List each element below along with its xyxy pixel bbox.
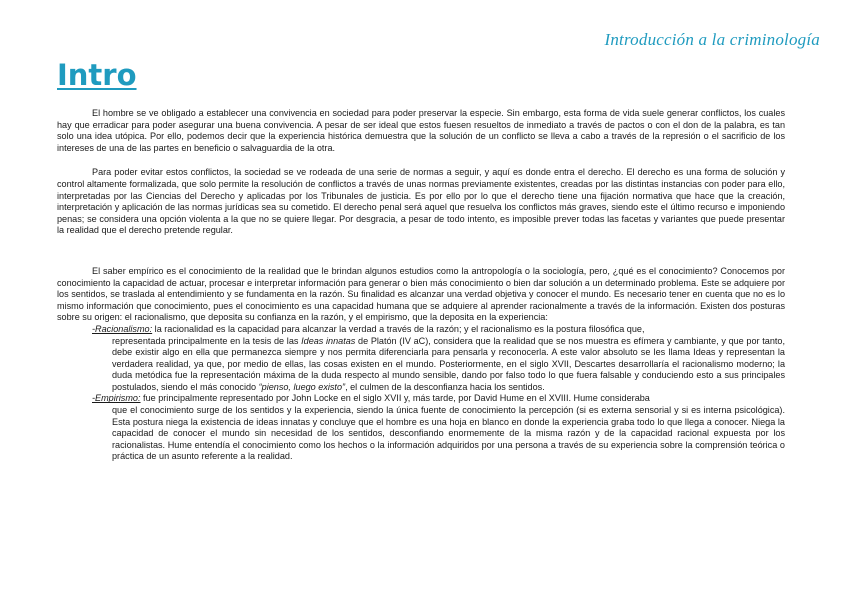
racionalismo-line1: la racionalidad es la capacidad para alcanzar la verdad a través de la razón; y el racionalismo es la postura filosófica que, bbox=[152, 323, 645, 334]
descartes-quote: “pienso, luego existo” bbox=[258, 381, 346, 392]
ideas-innatas-term: Ideas innatas bbox=[301, 335, 356, 346]
paragraph-law: Para poder evitar estos conflictos, la sociedad se ve rodeada de una serie de normas a seguir, y aquí es donde entra el derecho. El derecho es una forma de solución y control altamente formalizada, que solo permite la resolución de conflictos a través de unas normas previamente existentes, creadas por las distintas instancias con poder para ello, interpretadas por las Ciencias del Derecho y aplicadas por los Tribunales de justicia. Es por ello por lo que el derecho tiene una fijación normativa que hace que la creación, interpretación y aplicación de las normas jurídicas sea su cometido. El derecho penal será aquel que resuelva los conflictos más graves, siendo este el último recurso e imponiendo penas; se considera una opción violenta a la que no se quiere llegar. Por desgracia, a pesar de todo intento, es imposible prever todas las facetas y variantes que puede presentar la realidad que el derecho pretende regular. bbox=[57, 167, 785, 236]
empirismo-term: -Empirismo: bbox=[92, 393, 141, 404]
paragraph-society-conflicts: El hombre se ve obligado a establecer una convivencia en sociedad para poder preservar la especie. Sin embargo, esta forma de vida suele generar conflictos, los cuales hay que erradicar para poder asegurar una buena convivencia. A pesar de ser ideal que estos fuesen resueltos de inmediato a través de pactos o con el don de la palabra, es tan solo una idea utópica. Por ello, podemos decir que la experiencia histórica demuestra que la solución de un conflicto se lleva a cabo a través de la represión o el sacrificio de los intereses de una de las partes en beneficio o salvaguardia de la otra. bbox=[57, 108, 785, 153]
running-header: Introducción a la criminología bbox=[604, 30, 820, 49]
racionalismo-body-c: , el culmen de la desconfianza hacia los sentidos. bbox=[345, 381, 545, 392]
paragraph-empirical-knowledge: El saber empírico es el conocimiento de la realidad que le brindan algunos estudios como la antropología o la sociología, pero, ¿qué es el conocimiento? Conocemos por conocimiento la capacidad de actuar, procesar e interpretar información para generar o bien más conocimiento o bien dar solución a un determinado problema. Este se adquiere por los sentidos, se traslada al entendimiento y se fundamenta en la razón. Su finalidad es alcanzar una verdad objetiva y conocer el mundo. Es necesario tener en cuenta que no es lo mismo información que conocimiento, pues el conocimiento es una capacidad humana que se adquiere al aprender racionalmente a través de la información. Existen dos posturas sobre su origen: el racionalismo, que deposita su confianza en la razón, y el empirismo, que la deposita en la experiencia: bbox=[57, 265, 785, 323]
racionalismo-body-a: representada principalmente en la tesis de las bbox=[112, 335, 302, 346]
empirismo-body: que el conocimiento surge de los sentidos y la experiencia, siendo la única fuente de conocimiento la percepción (si es externa sensorial y si es interna psicológica). Esta postura niega la existencia de ideas innatas y concluye que el hombre es una hoja en blanco en donde la experiencia graba todo lo que llega a conocer. Niega la capacidad de conocer el mundo sin necesidad de los sentidos, desconfiando enormemente de la misma razón y de la capacidad racional expuesta por los racionalistas. Hume entendía el conocimiento como los hechos o la información adquiridos por una persona a través de su experiencia sobre la comprensión teórica o práctica de un asunto referente a la realidad. bbox=[112, 405, 785, 462]
empirismo-first-line bbox=[92, 393, 785, 405]
racionalismo-item bbox=[92, 324, 785, 394]
page-title: Intro bbox=[57, 58, 137, 92]
racionalismo-term: -Racionalismo: bbox=[92, 323, 153, 334]
empirismo-item bbox=[92, 393, 785, 463]
racionalismo-body-b: de Platón (IV aC), considera que la realidad que se nos muestra es efímera y cambiante, y que por tanto, debe existir algo en ella que permanezca siempre y nos permita diferenciarla para pensarla y reconocerla. A este valor absoluto se les llama Ideas y representan la verdadera realidad, ya que, por medio de ellas, las cosas existen en el mundo. Posteriormente, en el siglo XVII, Descartes desarrollaría el racionalismo moderno; la duda metódica fue la representación máxima de la duda respecto al mundo sensible, dando por falso todo lo que fuera falsable y conduciendo esto a sus principales postulados, siendo el más conocido bbox=[112, 335, 785, 392]
racionalismo-body bbox=[92, 336, 785, 394]
document-body bbox=[57, 108, 785, 463]
empirismo-line1: fue principalmente representado por John Locke en el siglo XVII y, más tarde, por David Hume en el XVIII. Hume consideraba bbox=[140, 393, 650, 404]
racionalismo-first-line bbox=[92, 324, 785, 336]
